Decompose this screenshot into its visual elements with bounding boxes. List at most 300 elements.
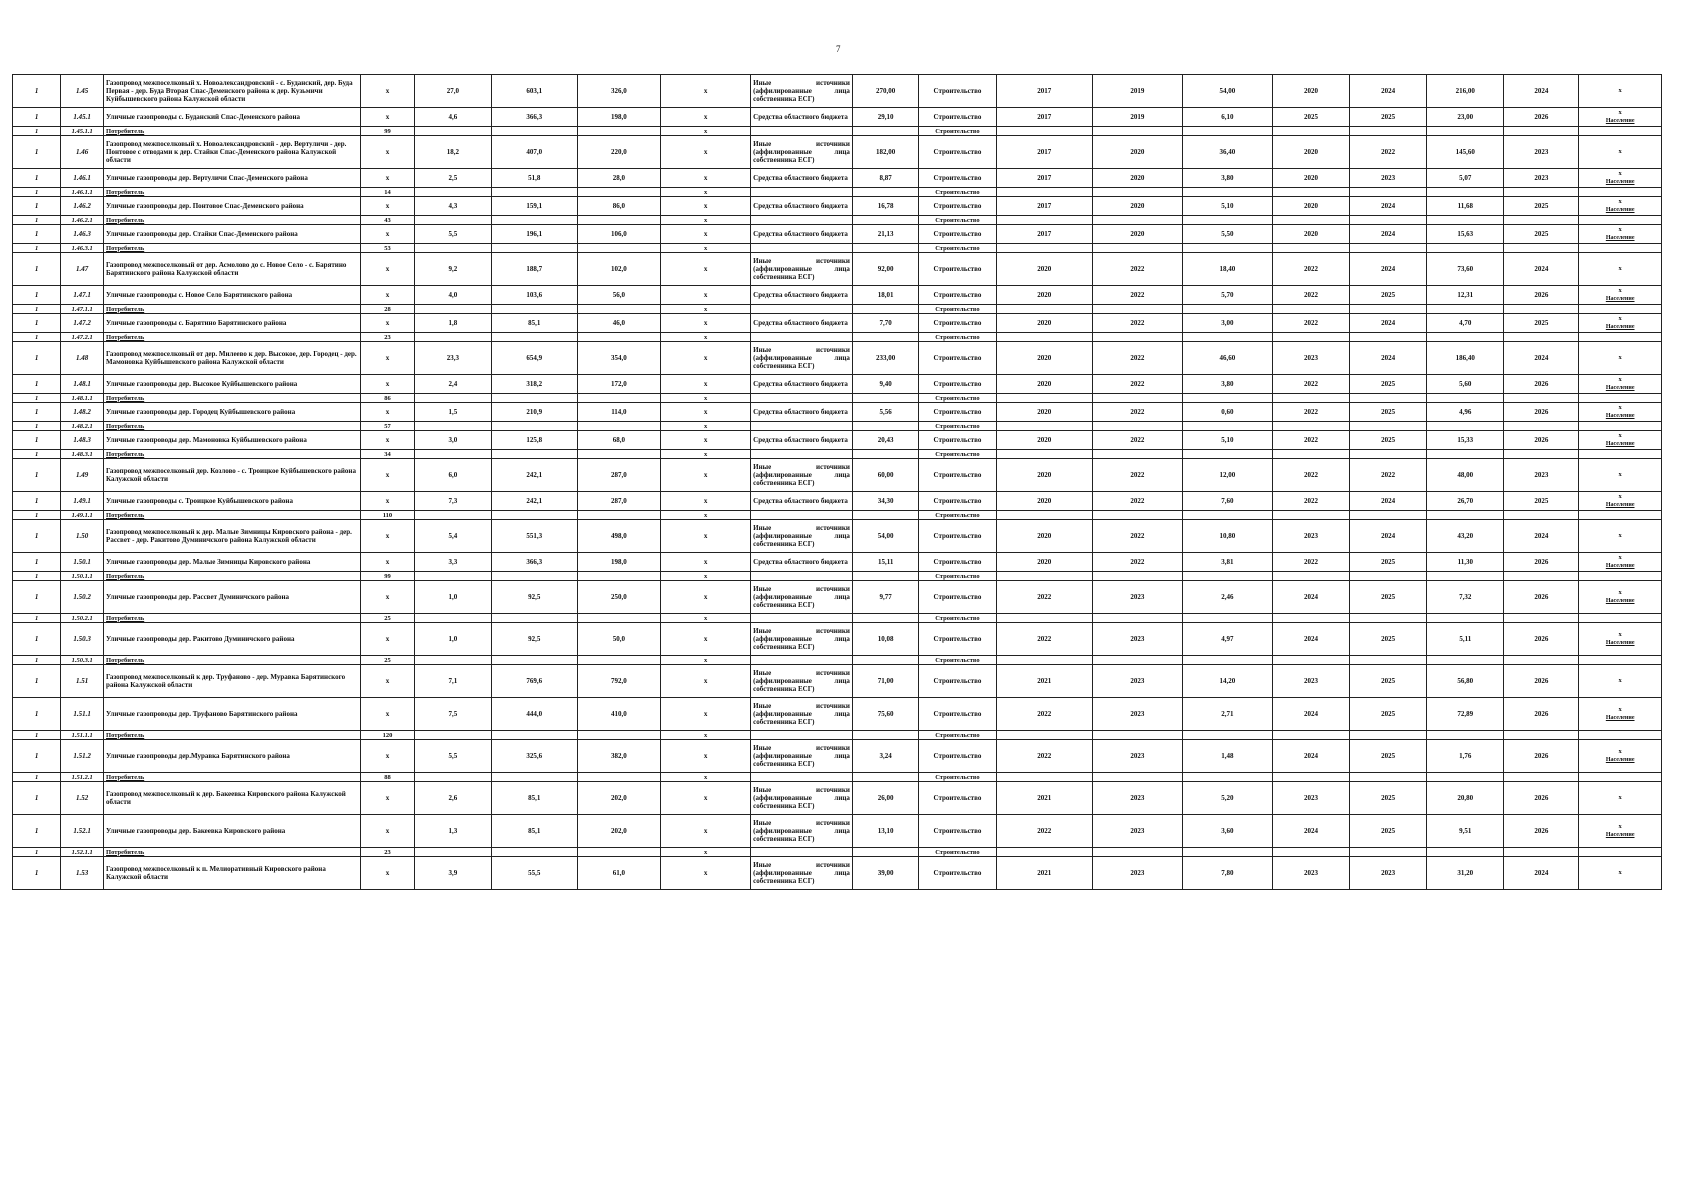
design-start-cell: [996, 305, 1092, 314]
note-cell: [1579, 698, 1662, 731]
design-cost-cell: [1182, 216, 1272, 225]
length-cell: [414, 656, 491, 665]
amount-cell: [852, 422, 918, 431]
volume-cell: 102,0: [577, 253, 661, 286]
note-cell: [1579, 815, 1662, 848]
design-start-cell: 2017: [996, 225, 1092, 244]
build-start-cell: [1272, 511, 1349, 520]
consumer-row: [13, 511, 1662, 520]
item-number-cell: 1.45.1.1: [61, 127, 104, 136]
item-number-cell: 1.51.1: [61, 698, 104, 731]
units-cell: x: [361, 169, 415, 188]
object-name-cell: Газопровод межпоселковый х. Новоалександровский - с. Буданский, дер. Буда Первая - дер. Буда Вторая Спас-Деменского района к дер. Кузьмичи Куйбышевского района Калужской области: [104, 75, 361, 108]
length-cell: 5,5: [414, 740, 491, 773]
item-number-cell: 1.47: [61, 253, 104, 286]
volume-cell: 56,0: [577, 286, 661, 305]
level-cell: 1: [13, 127, 61, 136]
build-cost-cell: [1427, 773, 1504, 782]
mark-cell: x: [661, 782, 751, 815]
work-type-cell: Строительство: [919, 857, 996, 890]
commissioning-year-cell: 2026: [1504, 815, 1579, 848]
build-cost-cell: 5,11: [1427, 623, 1504, 656]
note-cell: [1579, 403, 1662, 422]
design-end-cell: 2020: [1092, 225, 1182, 244]
population-label: Население: [1605, 179, 1635, 185]
note-mark: x: [1618, 677, 1622, 684]
note-mark: x: [1618, 148, 1622, 155]
build-start-cell: [1272, 422, 1349, 431]
gas-pipeline-table: [12, 74, 1662, 890]
item-number-cell: 1.48.3.1: [61, 450, 104, 459]
consumer-row: [13, 188, 1662, 197]
commissioning-year-cell: [1504, 848, 1579, 857]
design-start-cell: [996, 333, 1092, 342]
work-type-cell: Строительство: [919, 773, 996, 782]
amount-cell: 60,00: [852, 459, 918, 492]
build-cost-cell: 56,80: [1427, 665, 1504, 698]
mark-cell: x: [661, 614, 751, 623]
work-type-cell: Строительство: [919, 75, 996, 108]
capacity-cell: [491, 216, 577, 225]
build-cost-cell: 4,70: [1427, 314, 1504, 333]
design-start-cell: [996, 731, 1092, 740]
item-number-cell: 1.47.1.1: [61, 305, 104, 314]
commissioning-year-cell: 2026: [1504, 782, 1579, 815]
build-end-cell: 2024: [1350, 492, 1427, 511]
capacity-cell: 51,8: [491, 169, 577, 188]
pipeline-row: [13, 520, 1662, 553]
level-cell: 1: [13, 782, 61, 815]
note-cell: [1579, 375, 1662, 394]
build-end-cell: 2024: [1350, 225, 1427, 244]
population-label: Население: [1605, 385, 1635, 391]
design-end-cell: 2020: [1092, 136, 1182, 169]
population-label: Население: [1605, 502, 1635, 508]
units-cell: x: [361, 698, 415, 731]
units-cell: x: [361, 253, 415, 286]
units-cell: 53: [361, 244, 415, 253]
population-label: Население: [1605, 324, 1635, 330]
build-end-cell: 2022: [1350, 136, 1427, 169]
note-mark: x: [1618, 589, 1622, 596]
pipeline-row: [13, 740, 1662, 773]
mark-cell: x: [661, 197, 751, 216]
note-mark: x: [1618, 226, 1622, 233]
item-number-cell: 1.51: [61, 665, 104, 698]
build-end-cell: 2025: [1350, 108, 1427, 127]
build-cost-cell: 9,51: [1427, 815, 1504, 848]
build-cost-cell: 23,00: [1427, 108, 1504, 127]
note-mark: x: [1618, 315, 1622, 322]
length-cell: 27,0: [414, 75, 491, 108]
capacity-cell: 407,0: [491, 136, 577, 169]
amount-cell: 21,13: [852, 225, 918, 244]
design-end-cell: 2022: [1092, 431, 1182, 450]
design-start-cell: [996, 614, 1092, 623]
build-end-cell: 2025: [1350, 431, 1427, 450]
funding-source-cell: [751, 656, 853, 665]
design-start-cell: [996, 188, 1092, 197]
amount-cell: 92,00: [852, 253, 918, 286]
commissioning-year-cell: [1504, 188, 1579, 197]
build-start-cell: 2023: [1272, 342, 1349, 375]
level-cell: 1: [13, 216, 61, 225]
volume-cell: 61,0: [577, 857, 661, 890]
build-end-cell: [1350, 848, 1427, 857]
build-cost-cell: 5,60: [1427, 375, 1504, 394]
work-type-cell: Строительство: [919, 403, 996, 422]
build-start-cell: [1272, 188, 1349, 197]
funding-source-cell: Средства областного бюджета: [751, 492, 853, 511]
funding-source-cell: [751, 731, 853, 740]
funding-source-cell: Иные источники (аффилированные лица собственника ЕСГ): [751, 253, 853, 286]
build-cost-cell: [1427, 656, 1504, 665]
design-end-cell: 2022: [1092, 492, 1182, 511]
note-cell: [1579, 333, 1662, 342]
volume-cell: [577, 614, 661, 623]
funding-source-cell: Иные источники (аффилированные лица собственника ЕСГ): [751, 857, 853, 890]
build-start-cell: 2022: [1272, 375, 1349, 394]
units-cell: 86: [361, 394, 415, 403]
build-end-cell: [1350, 511, 1427, 520]
mark-cell: x: [661, 731, 751, 740]
length-cell: [414, 848, 491, 857]
build-start-cell: [1272, 333, 1349, 342]
build-start-cell: 2020: [1272, 136, 1349, 169]
mark-cell: x: [661, 665, 751, 698]
design-start-cell: 2020: [996, 342, 1092, 375]
object-name-cell: Потребитель: [104, 188, 361, 197]
build-cost-cell: 11,30: [1427, 553, 1504, 572]
level-cell: 1: [13, 815, 61, 848]
level-cell: 1: [13, 614, 61, 623]
length-cell: 4,3: [414, 197, 491, 216]
build-start-cell: 2020: [1272, 169, 1349, 188]
build-cost-cell: 186,40: [1427, 342, 1504, 375]
commissioning-year-cell: [1504, 394, 1579, 403]
design-start-cell: 2020: [996, 375, 1092, 394]
design-cost-cell: 3,60: [1182, 815, 1272, 848]
volume-cell: 202,0: [577, 782, 661, 815]
pipeline-row: [13, 459, 1662, 492]
units-cell: 120: [361, 731, 415, 740]
length-cell: [414, 216, 491, 225]
level-cell: 1: [13, 188, 61, 197]
design-cost-cell: [1182, 773, 1272, 782]
build-end-cell: 2025: [1350, 375, 1427, 394]
capacity-cell: 188,7: [491, 253, 577, 286]
design-end-cell: 2022: [1092, 314, 1182, 333]
capacity-cell: [491, 773, 577, 782]
note-cell: [1579, 394, 1662, 403]
work-type-cell: Строительство: [919, 169, 996, 188]
item-number-cell: 1.49.1.1: [61, 511, 104, 520]
object-name-cell: Уличные газопроводы дер. Мамоновка Куйбышевского района: [104, 431, 361, 450]
commissioning-year-cell: 2024: [1504, 342, 1579, 375]
build-end-cell: 2025: [1350, 553, 1427, 572]
item-number-cell: 1.51.1.1: [61, 731, 104, 740]
volume-cell: 382,0: [577, 740, 661, 773]
note-mark: x: [1618, 823, 1622, 830]
volume-cell: [577, 848, 661, 857]
commissioning-year-cell: [1504, 572, 1579, 581]
amount-cell: [852, 511, 918, 520]
work-type-cell: Строительство: [919, 225, 996, 244]
length-cell: 2,4: [414, 375, 491, 394]
length-cell: 1,0: [414, 581, 491, 614]
street-pipeline-row: [13, 169, 1662, 188]
build-start-cell: [1272, 614, 1349, 623]
design-start-cell: 2020: [996, 431, 1092, 450]
funding-source-cell: Средства областного бюджета: [751, 314, 853, 333]
mark-cell: x: [661, 581, 751, 614]
object-name-cell: Уличные газопроводы с. Буданский Спас-Деменского района: [104, 108, 361, 127]
mark-cell: x: [661, 286, 751, 305]
object-name-cell: Газопровод межпоселковый к дер. Труфаново - дер. Муравка Барятинского района Калужской области: [104, 665, 361, 698]
length-cell: 18,2: [414, 136, 491, 169]
build-end-cell: 2024: [1350, 75, 1427, 108]
design-end-cell: 2023: [1092, 782, 1182, 815]
length-cell: 3,0: [414, 431, 491, 450]
length-cell: [414, 333, 491, 342]
table-body: [13, 75, 1662, 890]
object-name-cell: Потребитель: [104, 244, 361, 253]
length-cell: 4,6: [414, 108, 491, 127]
amount-cell: 9,40: [852, 375, 918, 394]
capacity-cell: 55,5: [491, 857, 577, 890]
pipeline-row: [13, 857, 1662, 890]
note-cell: [1579, 665, 1662, 698]
build-start-cell: [1272, 656, 1349, 665]
level-cell: 1: [13, 394, 61, 403]
funding-source-cell: [751, 848, 853, 857]
work-type-cell: Строительство: [919, 342, 996, 375]
volume-cell: 287,0: [577, 459, 661, 492]
units-cell: x: [361, 197, 415, 216]
volume-cell: 220,0: [577, 136, 661, 169]
commissioning-year-cell: 2026: [1504, 431, 1579, 450]
level-cell: 1: [13, 342, 61, 375]
level-cell: 1: [13, 403, 61, 422]
volume-cell: [577, 450, 661, 459]
amount-cell: [852, 450, 918, 459]
amount-cell: 26,00: [852, 782, 918, 815]
item-number-cell: 1.50.1: [61, 553, 104, 572]
level-cell: 1: [13, 511, 61, 520]
commissioning-year-cell: [1504, 614, 1579, 623]
build-cost-cell: 5,07: [1427, 169, 1504, 188]
build-cost-cell: 20,80: [1427, 782, 1504, 815]
consumer-row: [13, 244, 1662, 253]
work-type-cell: Строительство: [919, 305, 996, 314]
object-name-cell: Потребитель: [104, 572, 361, 581]
mark-cell: x: [661, 572, 751, 581]
street-pipeline-row: [13, 314, 1662, 333]
length-cell: 5,4: [414, 520, 491, 553]
commissioning-year-cell: [1504, 244, 1579, 253]
level-cell: 1: [13, 431, 61, 450]
amount-cell: 15,11: [852, 553, 918, 572]
level-cell: 1: [13, 333, 61, 342]
build-end-cell: [1350, 731, 1427, 740]
mark-cell: x: [661, 656, 751, 665]
commissioning-year-cell: 2026: [1504, 581, 1579, 614]
design-start-cell: [996, 450, 1092, 459]
volume-cell: [577, 333, 661, 342]
units-cell: 23: [361, 848, 415, 857]
item-number-cell: 1.50.3: [61, 623, 104, 656]
units-cell: x: [361, 403, 415, 422]
amount-cell: 3,24: [852, 740, 918, 773]
street-pipeline-row: [13, 225, 1662, 244]
work-type-cell: Строительство: [919, 333, 996, 342]
capacity-cell: [491, 731, 577, 740]
work-type-cell: Строительство: [919, 127, 996, 136]
build-start-cell: 2023: [1272, 782, 1349, 815]
design-start-cell: [996, 127, 1092, 136]
volume-cell: 198,0: [577, 108, 661, 127]
work-type-cell: Строительство: [919, 740, 996, 773]
capacity-cell: [491, 422, 577, 431]
work-type-cell: Строительство: [919, 422, 996, 431]
volume-cell: [577, 656, 661, 665]
build-end-cell: [1350, 216, 1427, 225]
note-cell: [1579, 581, 1662, 614]
mark-cell: x: [661, 394, 751, 403]
length-cell: 2,5: [414, 169, 491, 188]
design-end-cell: [1092, 614, 1182, 623]
volume-cell: 287,0: [577, 492, 661, 511]
commissioning-year-cell: 2023: [1504, 459, 1579, 492]
amount-cell: [852, 305, 918, 314]
note-mark: x: [1618, 471, 1622, 478]
consumer-row: [13, 572, 1662, 581]
commissioning-year-cell: 2024: [1504, 75, 1579, 108]
build-start-cell: 2020: [1272, 197, 1349, 216]
note-cell: [1579, 253, 1662, 286]
units-cell: 25: [361, 656, 415, 665]
units-cell: x: [361, 459, 415, 492]
volume-cell: 792,0: [577, 665, 661, 698]
consumer-row: [13, 394, 1662, 403]
build-cost-cell: 1,76: [1427, 740, 1504, 773]
work-type-cell: Строительство: [919, 286, 996, 305]
capacity-cell: [491, 656, 577, 665]
build-start-cell: [1272, 127, 1349, 136]
population-label: Население: [1605, 715, 1635, 721]
amount-cell: [852, 188, 918, 197]
volume-cell: 114,0: [577, 403, 661, 422]
build-end-cell: 2025: [1350, 698, 1427, 731]
mark-cell: x: [661, 553, 751, 572]
capacity-cell: 366,3: [491, 553, 577, 572]
amount-cell: 10,08: [852, 623, 918, 656]
object-name-cell: Уличные газопроводы с. Новое Село Барятинского района: [104, 286, 361, 305]
capacity-cell: [491, 614, 577, 623]
build-start-cell: 2023: [1272, 520, 1349, 553]
note-cell: [1579, 136, 1662, 169]
design-cost-cell: 1,48: [1182, 740, 1272, 773]
build-start-cell: 2022: [1272, 553, 1349, 572]
note-mark: x: [1618, 748, 1622, 755]
design-end-cell: 2023: [1092, 740, 1182, 773]
item-number-cell: 1.46.1: [61, 169, 104, 188]
capacity-cell: [491, 394, 577, 403]
note-mark: x: [1618, 493, 1622, 500]
note-cell: [1579, 314, 1662, 333]
design-cost-cell: [1182, 188, 1272, 197]
object-name-cell: Газопровод межпоселковый к дер. Бакеевка Кировского района Калужской области: [104, 782, 361, 815]
volume-cell: 326,0: [577, 75, 661, 108]
length-cell: 1,5: [414, 403, 491, 422]
note-cell: [1579, 431, 1662, 450]
population-label: Население: [1605, 598, 1635, 604]
commissioning-year-cell: [1504, 127, 1579, 136]
design-start-cell: [996, 773, 1092, 782]
object-name-cell: Уличные газопроводы дер. Стайки Спас-Деменского района: [104, 225, 361, 244]
build-start-cell: 2022: [1272, 431, 1349, 450]
design-start-cell: [996, 656, 1092, 665]
item-number-cell: 1.51.2: [61, 740, 104, 773]
design-cost-cell: [1182, 244, 1272, 253]
item-number-cell: 1.46.3.1: [61, 244, 104, 253]
length-cell: [414, 244, 491, 253]
commissioning-year-cell: 2024: [1504, 520, 1579, 553]
population-label: Население: [1605, 118, 1635, 124]
design-start-cell: [996, 511, 1092, 520]
level-cell: 1: [13, 375, 61, 394]
design-end-cell: [1092, 773, 1182, 782]
note-cell: [1579, 450, 1662, 459]
units-cell: x: [361, 665, 415, 698]
item-number-cell: 1.49.1: [61, 492, 104, 511]
funding-source-cell: [751, 422, 853, 431]
note-cell: [1579, 459, 1662, 492]
units-cell: x: [361, 136, 415, 169]
level-cell: 1: [13, 286, 61, 305]
capacity-cell: 603,1: [491, 75, 577, 108]
build-cost-cell: [1427, 305, 1504, 314]
units-cell: 23: [361, 333, 415, 342]
pipeline-row: [13, 665, 1662, 698]
build-end-cell: 2024: [1350, 197, 1427, 216]
design-end-cell: [1092, 305, 1182, 314]
street-pipeline-row: [13, 375, 1662, 394]
work-type-cell: Строительство: [919, 188, 996, 197]
amount-cell: [852, 572, 918, 581]
volume-cell: [577, 244, 661, 253]
item-number-cell: 1.46: [61, 136, 104, 169]
population-label: Население: [1605, 207, 1635, 213]
note-cell: [1579, 216, 1662, 225]
work-type-cell: Строительство: [919, 581, 996, 614]
street-pipeline-row: [13, 553, 1662, 572]
design-start-cell: 2022: [996, 740, 1092, 773]
mark-cell: x: [661, 520, 751, 553]
object-name-cell: Уличные газопроводы дер. Понтовое Спас-Деменского района: [104, 197, 361, 216]
work-type-cell: Строительство: [919, 108, 996, 127]
pipeline-row: [13, 136, 1662, 169]
build-start-cell: [1272, 773, 1349, 782]
commissioning-year-cell: [1504, 511, 1579, 520]
capacity-cell: [491, 244, 577, 253]
level-cell: 1: [13, 773, 61, 782]
object-name-cell: Уличные газопроводы дер. Вертуличи Спас-Деменского района: [104, 169, 361, 188]
consumer-row: [13, 773, 1662, 782]
street-pipeline-row: [13, 197, 1662, 216]
capacity-cell: 318,2: [491, 375, 577, 394]
object-name-cell: Уличные газопроводы дер.Муравка Барятинского района: [104, 740, 361, 773]
